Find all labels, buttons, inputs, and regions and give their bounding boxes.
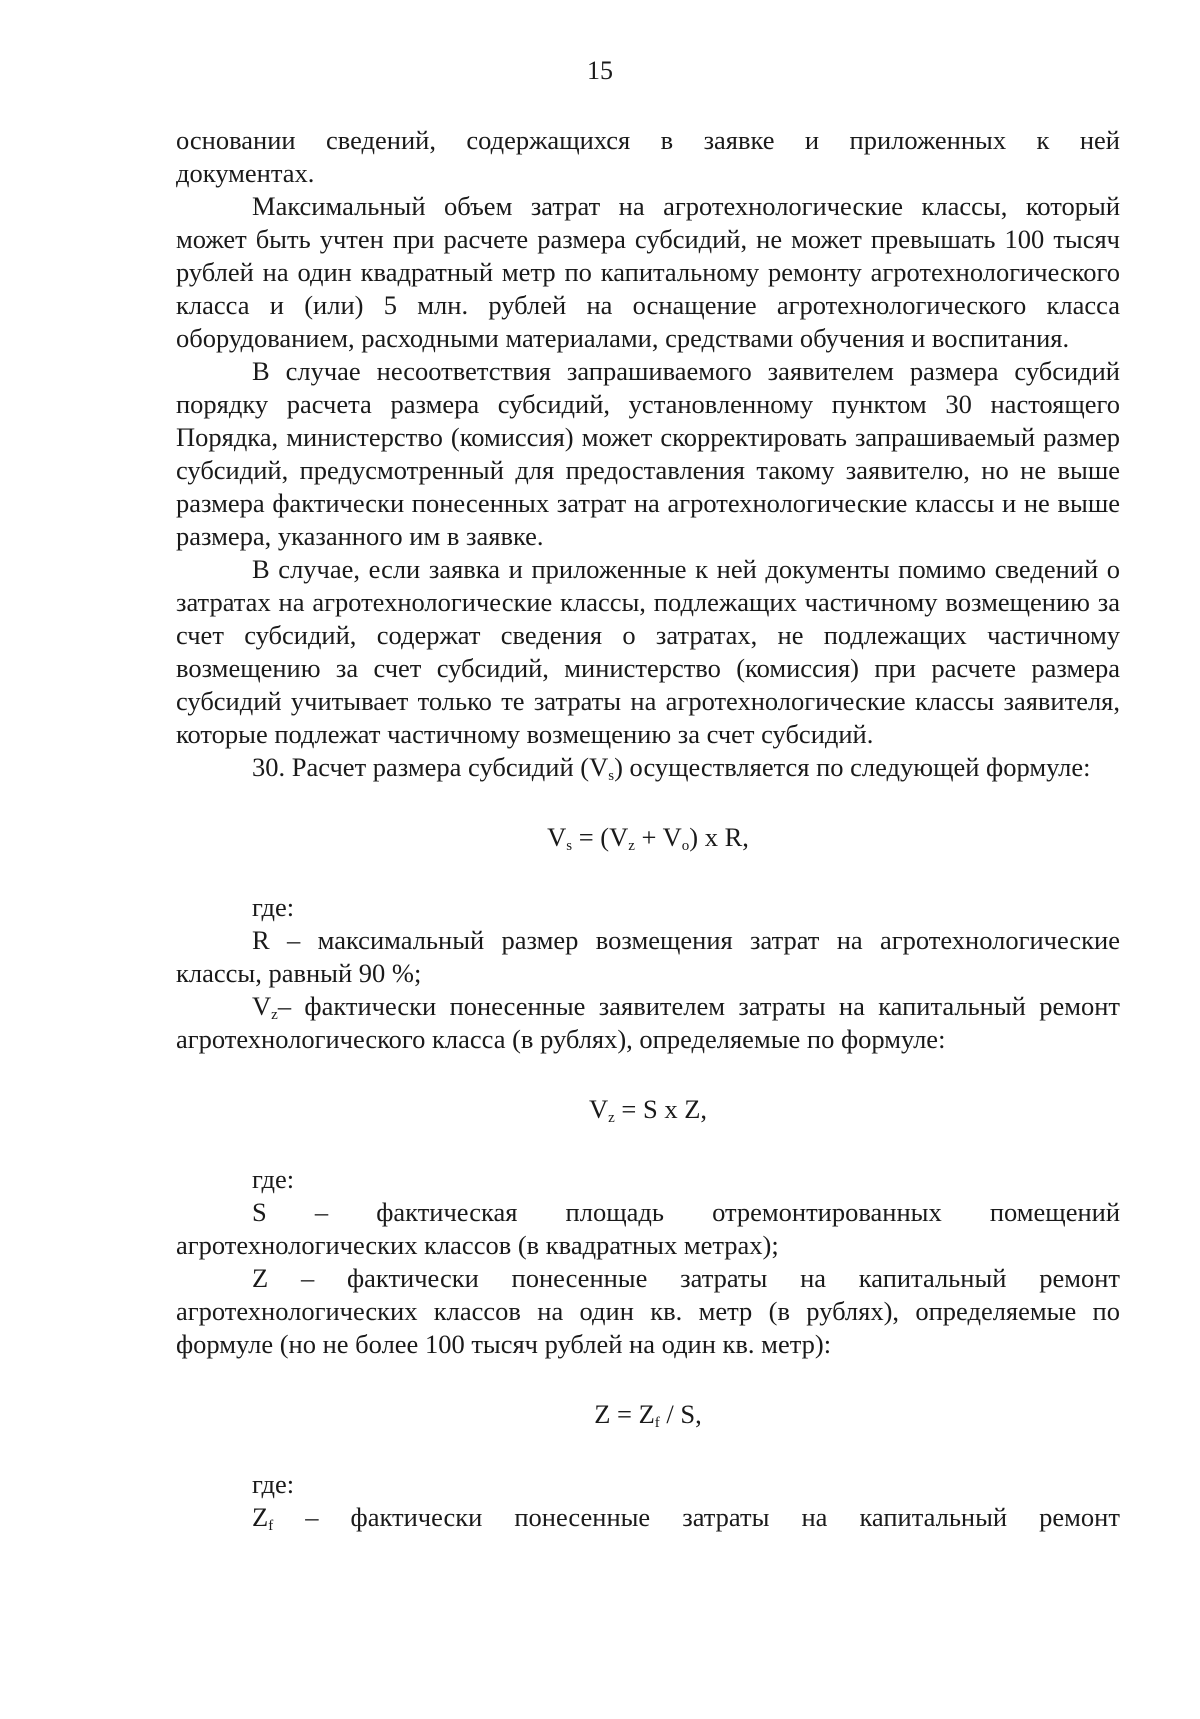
- paragraph-1-word: и: [804, 125, 820, 155]
- formula-vz: $V_z = S$ x Z,: [588, 1094, 708, 1126]
- definition-zf-word: капитальный: [859, 1502, 1008, 1532]
- definition-zf-word: на: [801, 1502, 828, 1532]
- definition-zf-word: затраты: [682, 1502, 770, 1532]
- definition-z: Z – фактически понесенные затраты на капитальный ремонт агротехнологических классов на один кв. метр (в рублях), определяемые по формуле (но не более 100 тысяч рублей на один кв. метр):: [176, 1263, 1120, 1359]
- definition-r: R – максимальный размер возмещения затрат на агротехнологические классы, равный 90 %;: [176, 925, 1120, 988]
- definition-zf-word: ремонт: [1039, 1502, 1120, 1532]
- paragraph-1-word: заявке: [703, 125, 775, 155]
- paragraph-1-word: приложенных: [849, 125, 1007, 155]
- paragraph-1-word: сведений,: [326, 125, 436, 155]
- definition-s-word: площадь: [565, 1197, 664, 1227]
- paragraph-1-word: ней: [1079, 125, 1120, 155]
- definition-zf-symbol: $Z_f$: [252, 1502, 274, 1534]
- paragraph-mismatch: В случае несоответствия запрашиваемого заявителем размера субсидий порядку расчета размера субсидий, установленному пунктом 30 настоящего Порядка, министерство (комиссия) может скорректировать запрашиваемый размер субсидий, предусмотренный для предоставления такому заявителю, но не выше размера фактически понесенных затрат на агротехнологические классы и не выше размера, указанного им в заявке.: [176, 356, 1120, 551]
- definition-s-word: помещений: [989, 1197, 1120, 1227]
- definition-zf-line-1: [176, 1501, 1120, 1534]
- definition-s-word: отремонтированных: [712, 1197, 942, 1227]
- where-label-3: где:: [252, 1469, 295, 1499]
- where-label-2: где:: [252, 1164, 295, 1194]
- paragraph-max-costs: Максимальный объем затрат на агротехнологические классы, который может быть учтен при расчете размера субсидий, не может превышать 100 тысяч рублей на один квадратный метр по капитальному ремонту агротехнологического класса и (или) 5 млн. рублей на оснащение агротехнологического класса оборудованием, расходными материалами, средствами обучения и воспитания.: [176, 191, 1120, 353]
- definition-vz: $V_z-$ фактически понесенные заявителем затраты на капитальный ремонт агротехнологического класса (в рублях), определяемые по формуле:: [176, 991, 1120, 1054]
- definition-zf-word: –: [305, 1502, 319, 1532]
- definition-s-word: S: [252, 1197, 267, 1227]
- where-label-1: где:: [252, 892, 295, 922]
- formula-vs: $V_s = (V_z + V_o)$ x R,: [547, 822, 749, 854]
- paragraph-1-word: в: [660, 125, 674, 155]
- paragraph-1-line-1: [176, 124, 1120, 157]
- paragraph-1-word: основании: [176, 125, 296, 155]
- definition-zf-word: понесенные: [514, 1502, 651, 1532]
- paragraph-1-word: к: [1036, 125, 1050, 155]
- paragraph-30: 30. Расчет размера субсидий $(V_s)$ осуществляется по следующей формуле:: [252, 752, 1091, 784]
- page-number: 15: [587, 56, 613, 85]
- paragraph-1-word: содержащихся: [466, 125, 631, 155]
- definition-s-line-2: агротехнологических классов (в квадратных метрах);: [176, 1230, 779, 1260]
- paragraph-1-line-2: документах.: [176, 158, 315, 188]
- formula-z: $Z = Z_f / S$,: [594, 1399, 702, 1431]
- definition-s-line-1: [176, 1196, 1120, 1229]
- definition-zf-word: фактически: [350, 1502, 483, 1532]
- paragraph-partial-compensation: В случае, если заявка и приложенные к ней документы помимо сведений о затратах на агротехнологические классы, подлежащих частичному возмещению за счет субсидий, содержат сведения о затратах, не подлежащих частичному возмещению за счет субсидий, министерство (комиссия) при расчете размера субсидий учитывает только те затраты на агротехнологические классы заявителя, которые подлежат частичному возмещению за счет субсидий.: [176, 554, 1120, 749]
- document-body: [176, 124, 1120, 1534]
- definition-s-word: –: [314, 1197, 329, 1227]
- definition-s-word: фактическая: [376, 1197, 518, 1227]
